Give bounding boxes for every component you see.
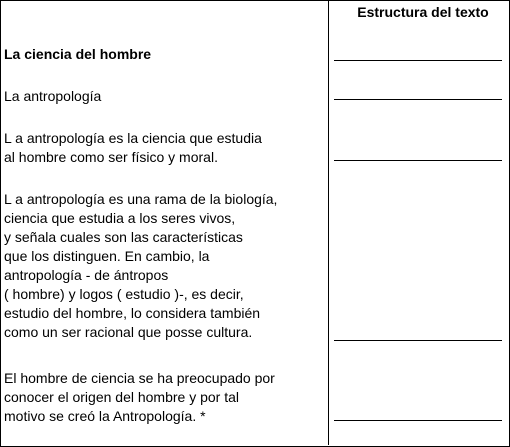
- text-paragraph-1: La antropología: [4, 88, 102, 104]
- answer-line-paragraph-4[interactable]: [334, 420, 502, 421]
- text-paragraph-3: L a antropología es una rama de la biología, ciencia que estudia a los seres vivos, y señala cuales son las características que los distinguen. En cambio, la antropología - de ántropos ( hombre) y logos ( estudio )-, es decir, estudio del hombre, lo considera también como un ser racional que posse cultura.: [4, 191, 278, 340]
- answer-line-title[interactable]: [334, 60, 502, 61]
- text-paragraph-4: El hombre de ciencia se ha preocupado por conocer el origen del hombre y por tal motivo se creó la Antropología. *: [4, 370, 275, 424]
- answer-line-paragraph-1[interactable]: [334, 99, 502, 100]
- column-divider: [328, 0, 329, 445]
- answer-line-paragraph-3[interactable]: [334, 340, 502, 341]
- text-title: La ciencia del hombre: [4, 46, 152, 62]
- structure-column-header: Estructura del texto: [357, 4, 489, 20]
- text-paragraph-2: L a antropología es la ciencia que estudia al hombre como ser físico y moral.: [4, 130, 262, 165]
- answer-line-paragraph-2[interactable]: [334, 160, 502, 161]
